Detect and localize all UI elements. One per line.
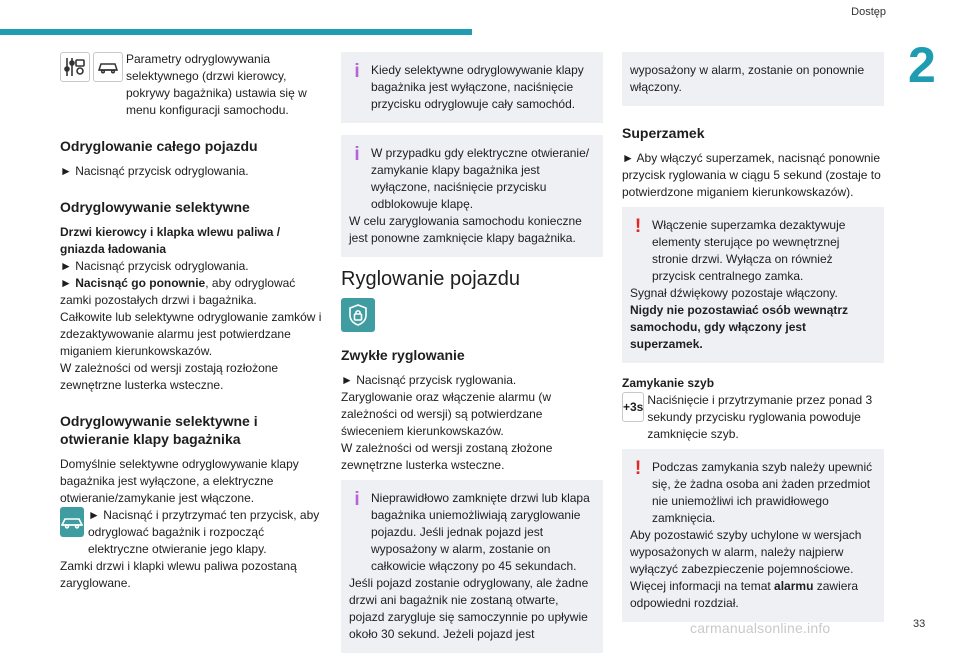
lock-shield-icon	[341, 298, 375, 332]
column-3	[622, 52, 884, 634]
warning-1-text-a: Włączenie superzamka dezaktywuje elementy sterujące po wewnętrznej stronie drzwi. Wyłącza on również przycisk centralnego zamka.	[652, 218, 846, 283]
column-1	[60, 52, 322, 592]
windows-row	[622, 392, 884, 443]
warning-icon: !	[634, 216, 642, 237]
selective-step-2	[60, 275, 322, 309]
info-icon: i	[354, 489, 360, 510]
heading-superlock: Superzamek	[622, 125, 705, 141]
heading-locking: Ryglowanie pojazdu	[341, 268, 521, 290]
warning-box-2	[622, 449, 884, 622]
settings-menu-icon	[60, 52, 90, 82]
selective-step-2-bold: ► Nacisnąć go ponownie	[60, 276, 206, 290]
info-box-3	[341, 480, 603, 653]
chapter-number: 2	[908, 37, 936, 93]
selective-step-2-rest: , aby odryglować zamki pozostałych drzwi i bagażnika.	[60, 276, 296, 307]
info-icon: i	[354, 61, 360, 82]
info-box-3-text: Nieprawidłowo zamknięte drzwi lub klapa bagażnika uniemożliwiają zaryglowanie pojazdu. Jeśli jednak pojazd jest wyposażony w alarm, zostanie on całkowicie włączony po 45 sekundach.	[371, 491, 590, 573]
watermark: carmanualsonline.info	[690, 620, 831, 636]
warning-1-text-b: Sygnał dźwiękowy pozostaje włączony.	[630, 286, 838, 300]
header-accent-bar	[0, 29, 472, 35]
hold-3s-icon: +3s	[622, 392, 644, 422]
intro-text: Parametry odryglowywania selektywnego (drzwi kierowcy, pokrywy bagażnika) ustawia się w menu konfiguracji samochodu.	[126, 52, 307, 117]
lock-text-1: Zaryglowanie oraz włączenie alarmu (w zależności od wersji) są potwierdzane świeceniem kierunkowskazów.	[341, 390, 552, 438]
heading-trunk-unlock: Odryglowywanie selektywne i otwieranie klapy bagażnika	[60, 413, 258, 447]
info-box-2	[341, 135, 603, 257]
page-number: 33	[913, 618, 926, 630]
selective-step-1: ► Nacisnąć przycisk odryglowania.	[60, 259, 249, 273]
warning-2-text-a: Podczas zamykania szyb należy upewnić się, że żadna osoba ani żaden przedmiot nie uniemożliwi ich prawidłowego zamknięcia.	[652, 460, 873, 525]
column-2	[341, 52, 603, 665]
trunk-button-icon	[60, 507, 84, 537]
lock-step: ► Nacisnąć przycisk ryglowania.	[341, 373, 517, 387]
info-box-1	[341, 52, 603, 123]
alarm-link-word: alarmu	[774, 579, 814, 593]
warning-box-1	[622, 207, 884, 363]
heading-normal-lock: Zwykłe ryglowanie	[341, 347, 465, 363]
heading-selective-unlock: Odryglowywanie selektywne	[60, 199, 250, 215]
superlock-step: ► Aby włączyć superzamek, nacisnąć ponownie przycisk ryglowania w ciągu 5 sekund (zostaje to potwierdzone miganiem kierunkowskazów).	[622, 151, 881, 199]
windows-heading: Zamykanie szyb	[622, 376, 715, 390]
warning-1-text-c: Nigdy nie pozostawiać osób wewnątrz samochodu, gdy włączony jest superzamek.	[630, 303, 849, 351]
info-box-3-text-b: Jeśli pojazd zostanie odryglowany, ale żadne drzwi ani bagażnik nie zostaną otwarte, pojazd zarygluje się samoczynnie po upływie około 30 sekund. Jeżeli pojazd jest	[349, 576, 589, 641]
windows-text: Naciśnięcie i przytrzymanie przez ponad 3 sekundy przycisku ryglowania powoduje zamknięcie szyb.	[647, 393, 873, 441]
info-box-1-text: Kiedy selektywne odryglowywanie klapy bagażnika jest wyłączone, naciśnięcie przycisku odryglowuje cały samochód.	[371, 63, 584, 111]
car-icon	[93, 52, 123, 82]
selective-text-1: Całkowite lub selektywne odryglowanie zamków i zdezaktywowanie alarmu jest potwierdzane miganiem kierunkowskazów.	[60, 310, 322, 358]
info-box-2-text-a: W przypadku gdy elektryczne otwieranie/ zamykanie klapy bagażnika jest wyłączone, naciśnięcie przycisku odblokowuje klapę.	[371, 146, 590, 211]
trunk-text: Domyślnie selektywne odryglowywanie klapy bagażnika jest wyłączone, a elektryczne otwieranie/zamykanie jest włączone.	[60, 457, 299, 505]
info-box-continued	[622, 52, 884, 106]
trunk-step: ► Nacisnąć i przytrzymać ten przycisk, aby odryglować bagażnik i rozpocząć elektryczne otwieranie jego klapy.	[88, 508, 320, 556]
warning-2-text-b: Aby pozostawić szyby uchylone w wersjach wyposażonych w alarm, należy najpierw wyłączyć zabezpieczenie pojemnościowe.	[630, 528, 862, 576]
trunk-text-2: Zamki drzwi i klapki wlewu paliwa pozostaną zaryglowane.	[60, 559, 297, 590]
full-unlock-step: ► Nacisnąć przycisk odryglowania.	[60, 164, 249, 178]
section-name: Dostęp	[851, 6, 886, 18]
info-icon: i	[354, 144, 360, 165]
info-box-continued-text: wyposażony w alarm, zostanie on ponownie włączony.	[630, 63, 865, 94]
warning-icon: !	[634, 458, 642, 479]
selective-subheading: Drzwi kierowcy i klapka wlewu paliwa / gniazda ładowania	[60, 225, 281, 256]
info-box-2-text-b: W celu zaryglowania samochodu konieczne jest ponowne zamknięcie klapy bagażnika.	[349, 214, 582, 245]
selective-text-2: W zależności od wersji zostają rozłożone zewnętrzne lusterka wsteczne.	[60, 361, 279, 392]
heading-full-unlock: Odryglowanie całego pojazdu	[60, 138, 258, 154]
trunk-step-row	[60, 507, 322, 558]
lock-text-2: W zależności od wersji zostaną złożone zewnętrzne lusterka wsteczne.	[341, 441, 553, 472]
warning-2-text-c: Więcej informacji na temat alarmu zawiera odpowiedni rozdział.	[630, 579, 859, 610]
